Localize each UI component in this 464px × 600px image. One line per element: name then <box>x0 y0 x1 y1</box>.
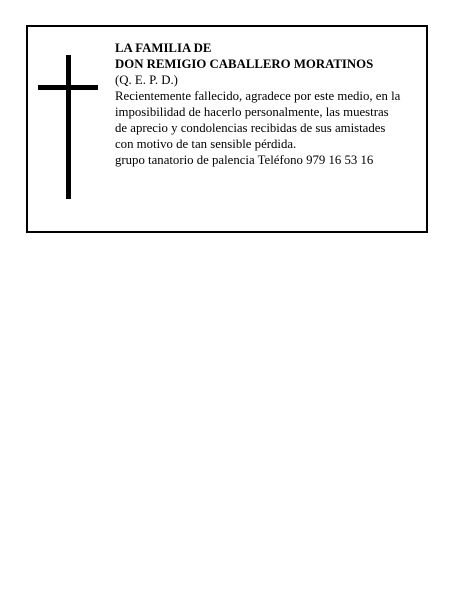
body-line: Recientemente fallecido, agradece por este medio, en la <box>115 89 401 103</box>
notice-text <box>115 40 425 168</box>
body-line: imposibilidad de hacerlo personalmente, las muestras <box>115 105 389 119</box>
deceased-name: DON REMIGIO CABALLERO MORATINOS <box>115 57 374 71</box>
cross-horizontal-bar <box>38 85 98 90</box>
cross-vertical-bar <box>66 55 71 199</box>
footer-contact: grupo tanatorio de palencia Teléfono 979 16 53 16 <box>115 153 374 167</box>
body-line: de aprecio y condolencias recibidas de sus amistades <box>115 121 386 135</box>
rip-line: (Q. E. P. D.) <box>115 73 178 87</box>
heading-line-1: LA FAMILIA DE <box>115 41 212 55</box>
body-line: con motivo de tan sensible pérdida. <box>115 137 297 151</box>
obituary-notice <box>26 25 428 233</box>
